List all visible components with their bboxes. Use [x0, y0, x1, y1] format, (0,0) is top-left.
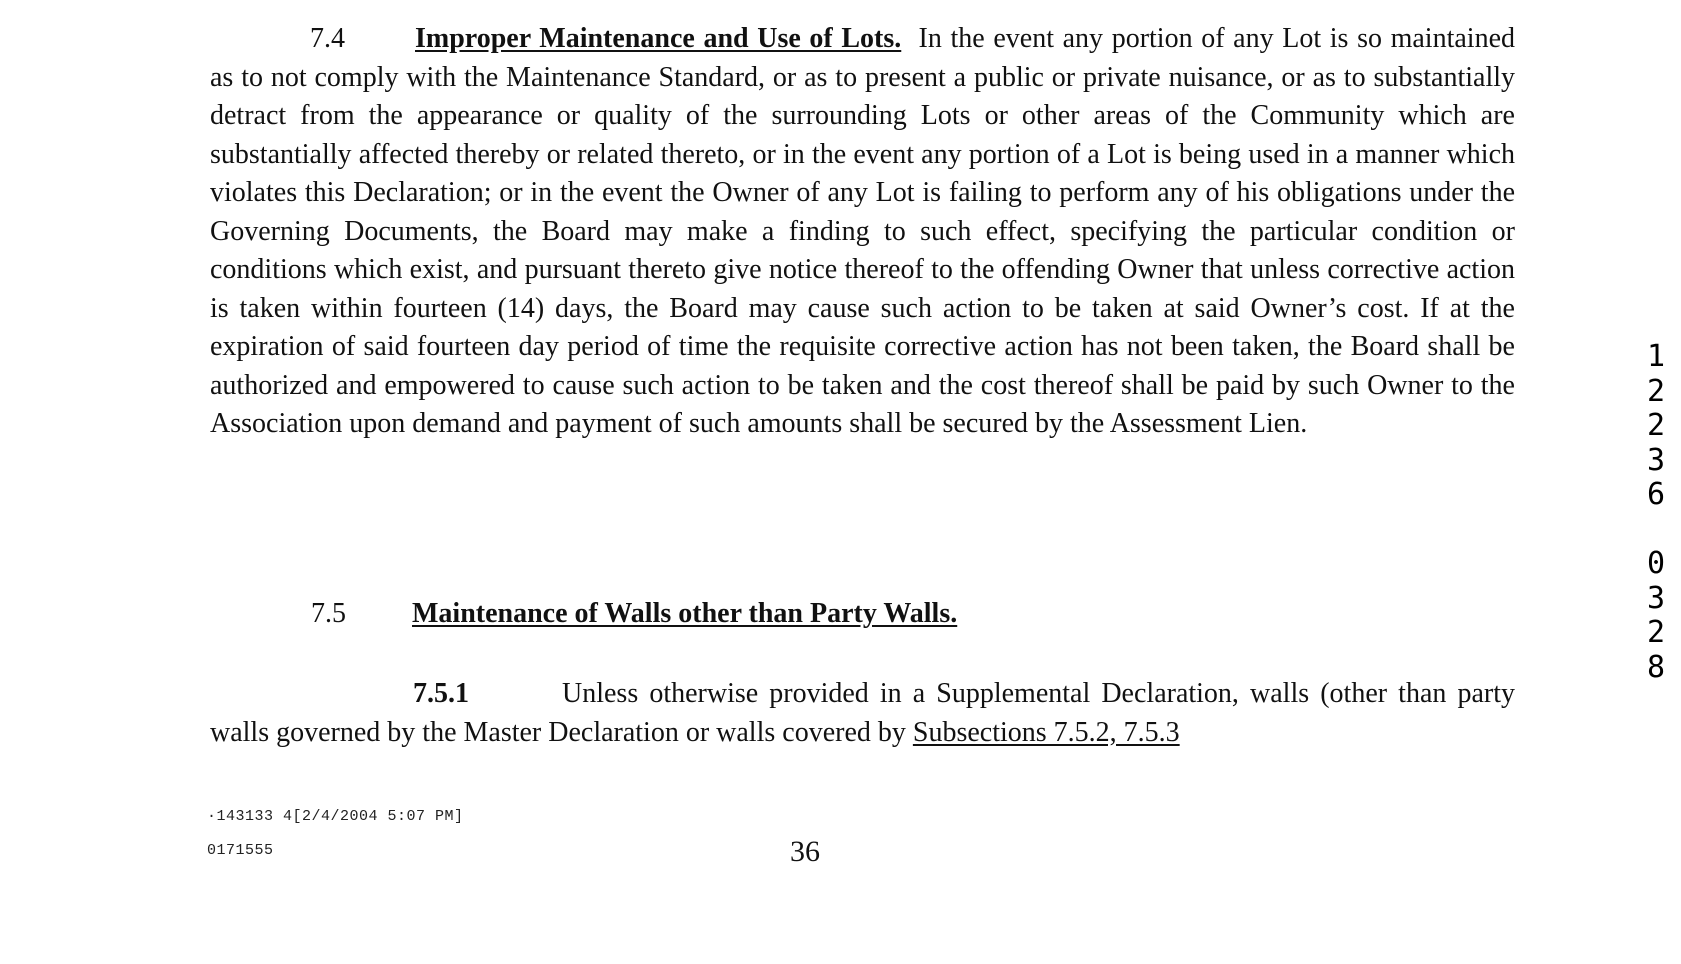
page-number: 36	[790, 835, 820, 868]
stamp-gap	[1636, 513, 1676, 548]
section-7-5-heading	[311, 597, 957, 631]
stamp-digit: 1	[1646, 339, 1666, 374]
stamp-digit: 2	[1646, 408, 1666, 443]
section-7-4-number: 7.4	[310, 23, 345, 54]
stamp-digit: 6	[1646, 477, 1666, 512]
recording-stamp	[1636, 340, 1676, 685]
section-7-4-text: In the event any portion of any Lot is so maintained as to not comply with the Maintenance Standard, or as to present a public or private nuisance, or as to substantially detract from the appearance or quality of the surrounding Lots or other areas of the Community which are substantially affected thereby or related thereto, or in the event any portion of a Lot is being used in a manner which violates this Declaration; or in the event the Owner of any Lot is failing to perform any of his obligations under the Governing Documents, the Board may make a finding to such effect, specifying the particular condition or conditions which exist, and pursuant thereto give notice thereof to the offending Owner that unless corrective action is taken within fourteen (14) days, the Board may cause such action to be taken at said Owner’s cost. If at the expiration of said fourteen day period of time the requisite corrective action has not been taken, the Board shall be authorized and empowered to cause such action to be taken and the cost thereof shall be paid by such Owner to the Association upon demand and payment of such amounts shall be secured by the Assessment Lien.	[210, 23, 1516, 439]
stamp-digit: 3	[1646, 442, 1666, 478]
subsections-reference: Subsections 7.5.2, 7.5.3	[912, 716, 1180, 748]
stamp-digit: 0	[1646, 546, 1666, 581]
section-7-4-paragraph	[210, 20, 1515, 444]
section-7-5-number: 7.5	[311, 598, 346, 629]
section-7-5-1-number: 7.5.1	[413, 678, 469, 709]
section-7-5-1-text: Unless otherwise provided in a Supplemental Declaration, walls (other than party walls governed by the Master Declaration or walls covered by	[210, 678, 1515, 748]
stamp-digit: 3	[1646, 580, 1666, 616]
section-7-4-title: Improper Maintenance and Use of Lots.	[415, 23, 902, 54]
footer-doc-reference: ·143133 4[2/4/2004 5:07 PM]	[207, 808, 464, 825]
stamp-digit: 8	[1646, 649, 1666, 685]
footer-file-id: 0171555	[207, 842, 274, 859]
section-7-5-1-paragraph	[210, 675, 1515, 752]
stamp-digit: 2	[1646, 373, 1666, 409]
stamp-digit: 2	[1646, 615, 1666, 650]
section-7-5-title: Maintenance of Walls other than Party Walls.	[412, 598, 958, 629]
